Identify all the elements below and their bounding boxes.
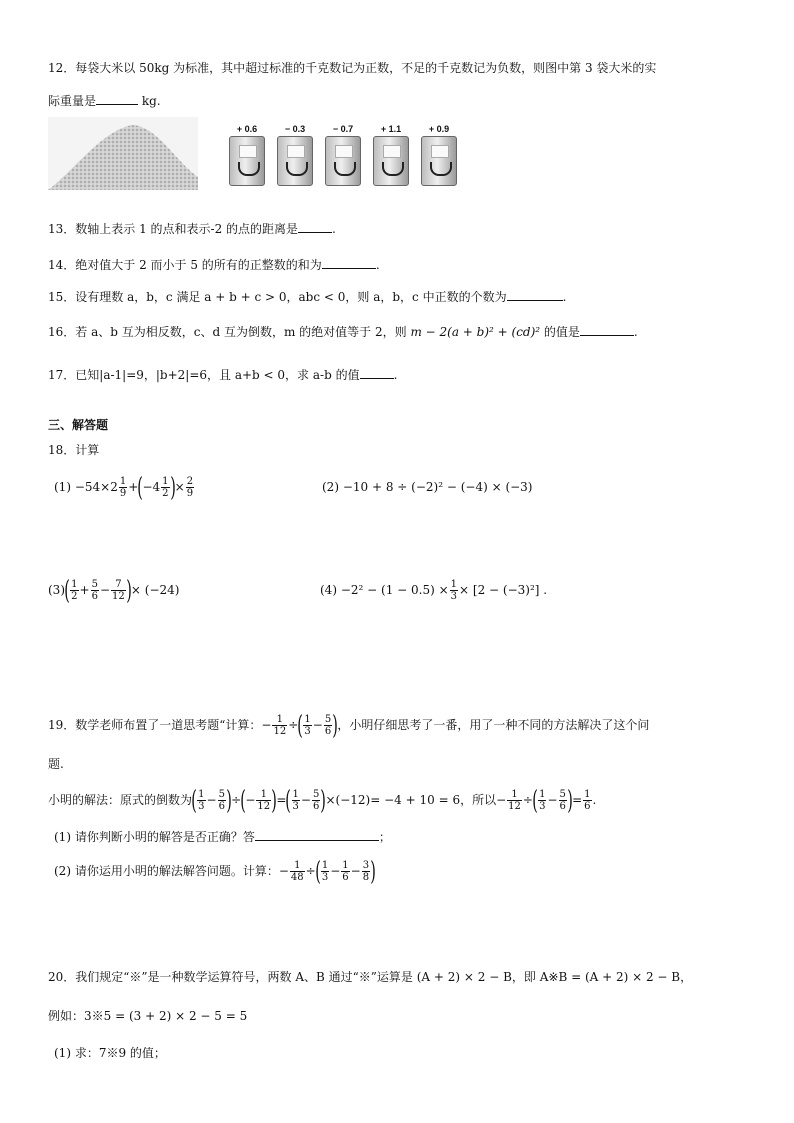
q18-p1-frac2: $\frac{1}{2}$ [162,476,169,499]
bag-5-icon [421,136,457,186]
q16-post: . [633,325,638,339]
q18-part2 [322,479,533,495]
q19-sub1-answer-blank[interactable] [255,828,379,841]
q18-p1-label: (1) [54,480,71,494]
bag-2-label: − 0.3 [284,124,306,134]
q15 [48,288,566,305]
q12-line2 [48,92,161,109]
q18-p4-b: × [2 − (−3)²] . [459,583,548,597]
q16-text: 16．若 a、b 互为相反数，c、d 互为倒数，m 的绝对值等于 2，则 [48,325,407,339]
q17-post: . [393,368,398,382]
bag-4-label: + 1.1 [380,124,402,134]
q15-text: 15．设有理数 a，b，c 满足 a + b + c > 0，abc < 0，则 a，b，c 中正数的个数为 [48,290,507,304]
q20-line1: 20．我们规定“※”是一种数学运算符号，两数 A、B 通过“※”运算是 (A + 2) × 2 − B，即 A※B = (A + 2) × 2 − B， [48,970,693,984]
q16-answer-blank[interactable] [580,323,634,336]
q19-line3-pre: 小明的解法：原式的倒数为 [48,793,193,807]
q18-p1-term: −54×2 [74,480,118,494]
q19-pre: 19．数学老师布置了一道思考题“计算： [48,718,262,732]
q19-frac-b: $\frac{1}{3}$ [304,714,311,737]
q18-title: 18．计算 [48,443,100,457]
rice-bag-2 [276,124,314,186]
q13-post: . [332,222,336,236]
rice-pile-image [48,117,198,190]
q18-p3-frac3: $\frac{7}{12}$ [112,579,125,602]
q19-post: ，小明仔细思考了一番，用了一种不同的方法解决了这个问 [337,718,650,732]
q12-line2-post: kg. [138,94,161,108]
q19-line2: 题. [48,757,64,771]
q18-part1: (1) −54×2 $\frac{1}{9}$ +(−4 $\frac{1}{2}$ )× $\frac{2}{9}$ [54,472,194,503]
q18-part4 [320,575,547,605]
q13-text: 13．数轴上表示 1 的点和表示-2 的点的距离是 [48,222,299,236]
rice-bag-4 [372,124,410,186]
q18-p2-label: (2) [322,480,339,494]
q14 [48,256,380,273]
q15-answer-blank[interactable] [507,288,563,301]
q19-sub1-text: (1) 请你判断小明的解答是否正确？答 [54,830,255,844]
q18-p3-frac2: $\frac{5}{6}$ [91,579,98,602]
q19-sub2-frac2: $\frac{1}{3}$ [321,860,329,883]
q18-p4-frac: $\frac{1}{3}$ [450,579,458,602]
bag-1-icon [229,136,265,186]
q16-expression: m − 2(a + b)² + (cd)² [410,325,541,339]
rice-bag-3 [324,124,362,186]
bag-3-icon [325,136,361,186]
q19-line1: 19．数学老师布置了一道思考题“计算：− $\frac{1}{12}$ ÷( $\frac{1}{3}$ − $\frac{5}{6}$ )，小明仔细思考了一番，用了一种不同的方法解决了这个问 [48,710,650,741]
q12-line1: 12．每袋大米以 50kg 为标准，其中超过标准的千克数记为正数，不足的千克数记为负数，则图中第 3 袋大米的实 [48,61,657,75]
q18-part3: (3)( $\frac{1}{2}$ + $\frac{5}{6}$ − $\frac{7}{12}$ )× (−24) [48,575,180,606]
q18-p1-frac3: $\frac{2}{9}$ [186,476,194,499]
q19-answer-frac: $\frac{1}{6}$ [584,789,591,812]
q19-sub2: (2) 请你运用小明的解法解答问题。计算：− $\frac{1}{48}$ ÷( $\frac{1}{3}$ − $\frac{1}{6}$ − $\frac{3}{8}$ ) [54,856,376,887]
bag-5-label: + 0.9 [428,124,450,134]
q19-sub2-frac4: $\frac{3}{8}$ [362,860,370,883]
q16 [48,323,638,340]
bag-3-label: − 0.7 [332,124,354,134]
q17-answer-blank[interactable] [360,366,394,379]
q18-p4-a: −2² − (1 − 0.5) × [340,583,449,597]
q19-sub2-frac1: $\frac{1}{48}$ [290,860,304,883]
q17-text: 17．已知|a-1|=9，|b+2|=6，且 a+b < 0，求 a-b 的值 [48,368,360,382]
q18-p3-frac1: $\frac{1}{2}$ [71,579,78,602]
q16-mid: 的值是 [540,325,580,339]
rice-bag-5 [420,124,458,186]
bag-1-label: + 0.6 [236,124,258,134]
q13-answer-blank[interactable] [298,220,332,233]
q20-line2: 例如：3※5 = (3 + 2) × 2 − 5 = 5 [48,1009,248,1023]
q18-p3-label: (3) [48,583,65,597]
bag-2-icon [277,136,313,186]
q18-p4-label: (4) [320,583,337,597]
q18-p1-frac1: $\frac{1}{9}$ [119,476,127,499]
q19-line3: 小明的解法：原式的倒数为( $\frac{1}{3}$ − $\frac{5}{6}$ )÷(− $\frac{1}{12}$ )=( $\frac{1}{3}$ − $\frac{5}{6}$ )×(−12)= −4 + 10 = 6，所以− $\frac{1}{12}$ ÷( $\frac{1}{3}$ − $\frac{5}{6}$ )= $\frac{1}{6}$ . [48,785,597,816]
section-heading: 三、解答题 [48,418,109,432]
q12-line2-pre: 际重量是 [48,94,97,108]
q14-answer-blank[interactable] [322,256,376,269]
q14-text: 14．绝对值大于 2 而小于 5 的所有的正整数的和为 [48,258,322,272]
q13 [48,220,336,237]
q19-eq1: = −4 + 10 = 6，所以 [370,793,497,807]
bag-4-icon [373,136,409,186]
q18-p3-tail: × (−24) [130,583,180,597]
rice-bag-1 [228,124,266,186]
q20-line3: (1) 求：7※9 的值； [54,1046,166,1060]
q18-p2-expr: −10 + 8 ÷ (−2)² − (−4) × (−3) [342,480,533,494]
q19-frac-a: $\frac{1}{12}$ [273,714,287,737]
q14-post: . [375,258,380,272]
q17 [48,366,397,383]
q19-sub2-text: (2) 请你运用小明的解法解答问题。计算： [54,864,279,878]
q19-frac-c: $\frac{5}{6}$ [324,714,332,737]
q15-post: . [562,290,567,304]
q19-sub1: (1) 请你判断小明的解答是否正确？答 ； [54,830,391,844]
q19-sub2-frac3: $\frac{1}{6}$ [342,860,349,883]
q12-answer-blank[interactable] [96,92,138,105]
